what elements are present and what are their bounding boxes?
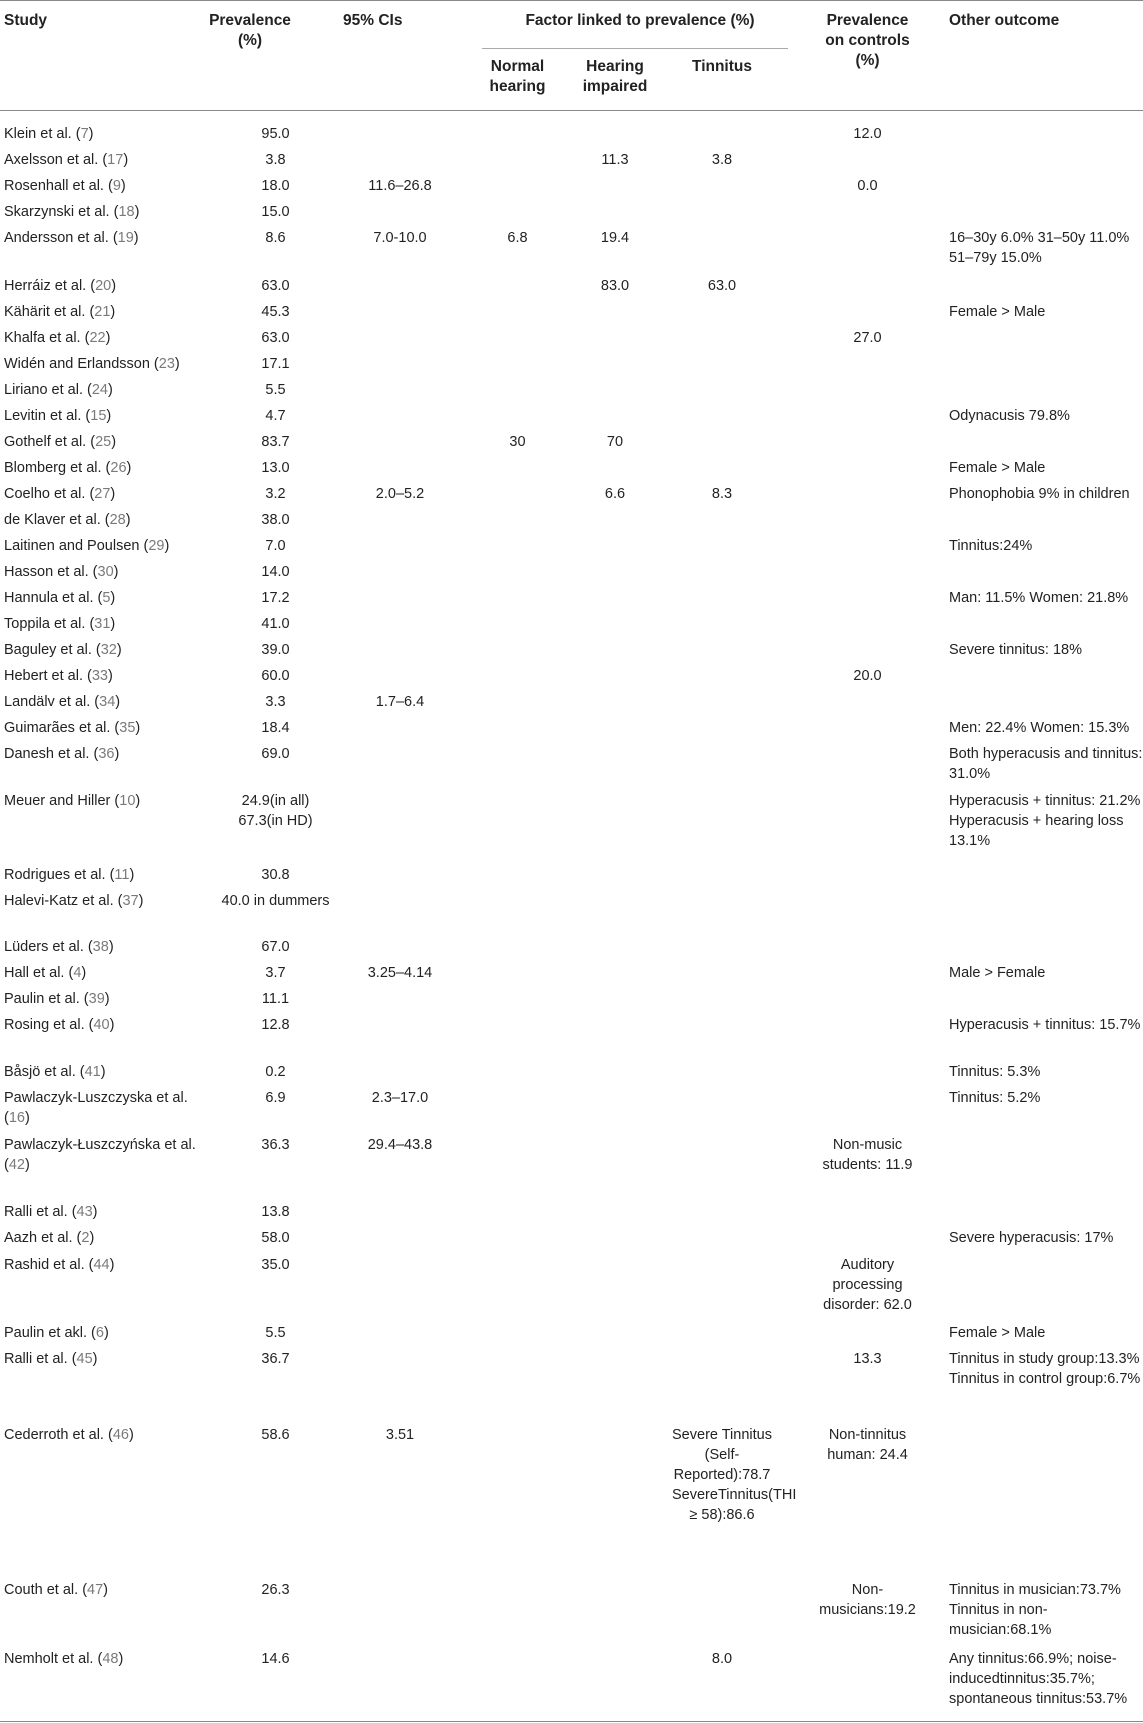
study-name: Landälv et al. (34)	[4, 694, 121, 710]
study-name: Blomberg et al. (26)	[4, 460, 132, 476]
study-name: Axelsson et al. (17)	[4, 152, 129, 168]
cell-other: Any tinnitus:66.9%; noise-inducedtinnitus:35.7%; spontaneous tinnitus:53.7%	[949, 1651, 1128, 1707]
reference-link[interactable]: 4	[73, 965, 82, 981]
study-name-text: Hannula et al.	[4, 590, 94, 606]
study-name: Rashid et al. (44)	[4, 1257, 115, 1273]
reference-link[interactable]: 45	[76, 1351, 93, 1367]
reference-link[interactable]: 2	[81, 1230, 90, 1246]
reference-link[interactable]: 21	[94, 304, 111, 320]
reference-link[interactable]: 44	[93, 1257, 110, 1273]
cell-prev: 45.3	[261, 304, 290, 320]
study-name: Rosenhall et al. (9)	[4, 178, 126, 194]
cell-impaired: 11.3	[601, 152, 629, 168]
cell-prev: 40.0 in dummers	[221, 893, 330, 909]
cell-prev: 18.4	[261, 720, 290, 736]
study-name-text: Laitinen and Poulsen	[4, 538, 140, 554]
cell-prev: 5.5	[265, 1325, 286, 1341]
study-name-text: Aazh et al.	[4, 1230, 73, 1246]
study-name: Aazh et al. (2)	[4, 1230, 95, 1246]
study-name-text: Khalfa et al.	[4, 330, 81, 346]
cell-tinnitus: 63.0	[707, 278, 737, 294]
reference-link[interactable]: 37	[122, 893, 139, 909]
study-name: Paulin et al. (39)	[4, 991, 110, 1007]
cell-ci: 11.6–26.8	[368, 178, 432, 194]
study-name-text: Hebert et al.	[4, 668, 83, 684]
cell-controls: Non-tinnitus human: 24.4	[827, 1427, 908, 1463]
study-name: Paulin et akl. (6)	[4, 1325, 109, 1341]
study-name-text: Couth et al.	[4, 1582, 79, 1598]
cell-ci: 1.7–6.4	[375, 694, 425, 710]
cell-prev: 7.0	[265, 538, 286, 554]
reference-link[interactable]: 17	[107, 152, 124, 168]
study-name: Toppila et al. (31)	[4, 616, 116, 632]
study-name: Hebert et al. (33)	[4, 668, 113, 684]
cell-other: Male > Female	[949, 965, 1046, 981]
study-name-text: Ralli et al.	[4, 1351, 68, 1367]
cell-other: Man: 11.5% Women: 21.8%	[949, 590, 1129, 606]
study-name-text: Skarzynski et al.	[4, 204, 110, 220]
cell-controls: 13.3	[853, 1351, 882, 1367]
study-name: Andersson et al. (19)	[4, 230, 139, 246]
reference-link[interactable]: 20	[95, 278, 112, 294]
cell-prev: 17.2	[261, 590, 290, 606]
reference-link[interactable]: 30	[97, 564, 114, 580]
cell-prev: 12.8	[261, 1017, 290, 1033]
cell-other: Men: 22.4% Women: 15.3%	[949, 720, 1130, 736]
study-name: Cederroth et al. (46)	[4, 1427, 134, 1443]
cell-other: Female > Male	[949, 304, 1046, 320]
reference-link[interactable]: 24	[91, 382, 108, 398]
cell-ci: 3.51	[385, 1427, 415, 1443]
study-name-text: Rosing et al.	[4, 1017, 85, 1033]
study-name-text: Pawlaczyk-Łuszczyńska et al.	[4, 1137, 196, 1153]
study-name-text: Rashid et al.	[4, 1257, 85, 1273]
study-name-text: Meuer and Hiller	[4, 793, 111, 809]
study-name-text: Axelsson et al.	[4, 152, 99, 168]
cell-prev: 3.8	[265, 152, 286, 168]
cell-other: Female > Male	[949, 460, 1046, 476]
study-name: Guimarães et al. (35)	[4, 720, 141, 736]
header-other-outcome: Other outcome	[949, 12, 1060, 29]
cell-prev: 0.2	[265, 1064, 286, 1080]
cell-other: Tinnitus: 5.3%	[949, 1064, 1041, 1080]
cell-prev: 95.0	[261, 126, 290, 142]
cell-tinnitus: 3.8	[711, 152, 733, 168]
study-name: Danesh et al. (36)	[4, 746, 120, 762]
header-controls	[815, 11, 920, 71]
cell-controls: Auditory processing disorder: 62.0	[823, 1257, 912, 1313]
study-name: Hasson et al. (30)	[4, 564, 119, 580]
cell-other: Severe hyperacusis: 17%	[949, 1230, 1114, 1246]
study-name: Levitin et al. (15)	[4, 408, 112, 424]
reference-link[interactable]: 28	[109, 512, 126, 528]
cell-tinnitus: 8.0	[711, 1651, 733, 1667]
cell-prev: 58.0	[261, 1230, 290, 1246]
study-name: Kähärit et al. (21)	[4, 304, 116, 320]
cell-controls: 27.0	[853, 330, 882, 346]
cell-prev: 38.0	[261, 512, 290, 528]
cell-prev: 6.9	[265, 1090, 286, 1106]
cell-impaired: 83.0	[600, 278, 630, 294]
cell-prev: 24.9(in all) 67.3(in HD)	[238, 793, 313, 829]
header-prevalence-text: Prevalence (%)	[209, 12, 291, 49]
study-name: Gothelf et al. (25)	[4, 434, 117, 450]
cell-other: Odynacusis 79.8%	[949, 408, 1070, 424]
cell-prev: 3.2	[265, 486, 286, 502]
study-name: Rosing et al. (40)	[4, 1017, 115, 1033]
cell-prev: 60.0	[261, 668, 290, 684]
cell-prev: 41.0	[261, 616, 290, 632]
study-name: Widén and Erlandsson (23)	[4, 356, 180, 372]
cell-other: 16–30y 6.0% 31–50y 11.0% 51–79y 15.0%	[949, 230, 1130, 266]
header-rule	[0, 110, 1143, 111]
header-controls-text: Prevalence on controls (%)	[825, 12, 910, 69]
reference-link[interactable]: 39	[88, 991, 105, 1007]
study-name-text: Hasson et al.	[4, 564, 89, 580]
cell-controls: Non-musicians:19.2	[819, 1582, 916, 1618]
header-tinnitus: Tinnitus	[692, 58, 752, 75]
cell-other: Hyperacusis + tinnitus: 15.7%	[949, 1017, 1141, 1033]
study-name-text: Båsjö et al.	[4, 1064, 76, 1080]
study-name-text: Hall et al.	[4, 965, 65, 981]
cell-other: Both hyperacusis and tinnitus: 31.0%	[949, 746, 1143, 782]
study-name: Pawlaczyk-Łuszczyńska et al. (42)	[4, 1137, 196, 1173]
reference-link[interactable]: 40	[93, 1017, 110, 1033]
cell-normal: 6.8	[507, 230, 528, 246]
study-name: Båsjö et al. (41)	[4, 1064, 106, 1080]
reference-link[interactable]: 26	[110, 460, 127, 476]
cell-other: Female > Male	[949, 1325, 1046, 1341]
cell-controls: 12.0	[853, 126, 882, 142]
cell-prev: 11.1	[261, 991, 290, 1007]
reference-link[interactable]: 42	[8, 1157, 25, 1173]
study-name-text: Landälv et al.	[4, 694, 91, 710]
study-name-text: Lüders et al.	[4, 939, 84, 955]
reference-link[interactable]: 34	[99, 694, 116, 710]
cell-other: Phonophobia 9% in children	[949, 486, 1130, 502]
reference-link[interactable]: 10	[119, 793, 136, 809]
cell-impaired: 70	[606, 434, 624, 450]
reference-link[interactable]: 6	[95, 1325, 104, 1341]
reference-link[interactable]: 33	[91, 668, 108, 684]
reference-link[interactable]: 27	[94, 486, 111, 502]
cell-prev: 35.0	[261, 1257, 290, 1273]
study-name-text: de Klaver et al.	[4, 512, 101, 528]
cell-other: Tinnitus:24%	[949, 538, 1033, 554]
header-study: Study	[4, 12, 48, 29]
reference-link[interactable]: 47	[87, 1582, 104, 1598]
study-name: Laitinen and Poulsen (29)	[4, 538, 170, 554]
cell-prev: 63.0	[261, 278, 290, 294]
study-name-text: Pawlaczyk-Luszczyska et al.	[4, 1090, 188, 1106]
cell-prev: 5.5	[265, 382, 286, 398]
study-name: Couth et al. (47)	[4, 1582, 109, 1598]
cell-prev: 36.7	[261, 1351, 290, 1367]
reference-link[interactable]: 19	[117, 230, 134, 246]
study-name: Ralli et al. (43)	[4, 1204, 98, 1220]
study-name-text: Nemholt et al.	[4, 1651, 94, 1667]
header-normal-hearing	[470, 57, 565, 97]
cell-prev: 30.8	[261, 867, 290, 883]
cell-prev: 67.0	[261, 939, 290, 955]
study-name-text: Rosenhall et al.	[4, 178, 104, 194]
study-name: Pawlaczyk-Luszczyska et al. (16)	[4, 1090, 188, 1126]
cell-prev: 26.3	[261, 1582, 290, 1598]
study-name: Rodrigues et al. (11)	[4, 867, 135, 883]
reference-link[interactable]: 9	[112, 178, 121, 194]
cell-ci: 2.3–17.0	[371, 1090, 429, 1106]
study-name-text: Ralli et al.	[4, 1204, 68, 1220]
cell-tinnitus: 8.3	[711, 486, 733, 502]
study-name-text: Kähärit et al.	[4, 304, 86, 320]
study-name: Coelho et al. (27)	[4, 486, 116, 502]
study-name: Herráiz et al. (20)	[4, 278, 117, 294]
cell-tinnitus: Severe Tinnitus (Self-Reported):78.7 SevereTinnitus(THI ≥ 58):86.6	[672, 1427, 797, 1523]
cell-impaired: 19.4	[600, 230, 630, 246]
reference-link[interactable]: 5	[102, 590, 111, 606]
cell-prev: 13.0	[261, 460, 290, 476]
cell-prev: 83.7	[261, 434, 290, 450]
cell-prev: 3.7	[265, 965, 286, 981]
reference-link[interactable]: 36	[98, 746, 115, 762]
cell-other: Tinnitus: 5.2%	[949, 1090, 1041, 1106]
reference-link[interactable]: 23	[158, 356, 175, 372]
study-name: de Klaver et al. (28)	[4, 512, 131, 528]
study-name: Nemholt et al. (48)	[4, 1651, 124, 1667]
cell-prev: 17.1	[261, 356, 290, 372]
cell-prev: 18.0	[261, 178, 290, 194]
reference-link[interactable]: 22	[89, 330, 106, 346]
cell-other: Hyperacusis + tinnitus: 21.2% Hyperacusis + hearing loss 13.1%	[949, 793, 1141, 849]
study-name-text: Blomberg et al.	[4, 460, 102, 476]
study-name: Klein et al. (7)	[4, 126, 94, 142]
study-name-text: Guimarães et al.	[4, 720, 111, 736]
cell-prev: 63.0	[261, 330, 290, 346]
reference-link[interactable]: 38	[92, 939, 109, 955]
reference-link[interactable]: 7	[80, 126, 89, 142]
study-name-text: Danesh et al.	[4, 746, 90, 762]
study-name-text: Baguley et al.	[4, 642, 92, 658]
cell-prev: 4.7	[265, 408, 286, 424]
header-hearing-impaired	[565, 57, 665, 97]
reference-link[interactable]: 31	[94, 616, 111, 632]
cell-ci: 29.4–43.8	[367, 1137, 433, 1153]
study-name-text: Levitin et al.	[4, 408, 82, 424]
cell-controls: 0.0	[857, 178, 878, 194]
cell-other: Tinnitus in musician:73.7% Tinnitus in non-musician:68.1%	[949, 1582, 1121, 1638]
study-name: Hannula et al. (5)	[4, 590, 116, 606]
bottom-rule	[0, 1721, 1143, 1722]
study-name: Baguley et al. (32)	[4, 642, 122, 658]
header-impaired-text: Hearing impaired	[582, 58, 648, 95]
reference-link[interactable]: 29	[148, 538, 165, 554]
study-name: Meuer and Hiller (10)	[4, 793, 141, 809]
cell-prev: 58.6	[261, 1427, 290, 1443]
reference-link[interactable]: 46	[112, 1427, 129, 1443]
study-name: Ralli et al. (45)	[4, 1351, 98, 1367]
header-factor-group: Factor linked to prevalence (%)	[525, 12, 755, 29]
study-name: Lüders et al. (38)	[4, 939, 114, 955]
reference-link[interactable]: 11	[114, 867, 130, 883]
cell-controls: Non-music students: 11.9	[822, 1137, 913, 1173]
cell-prev: 8.6	[265, 230, 286, 246]
cell-prev: 14.0	[261, 564, 290, 580]
study-name-text: Halevi-Katz et al.	[4, 893, 114, 909]
reference-link[interactable]: 16	[8, 1110, 25, 1126]
study-name: Halevi-Katz et al. (37)	[4, 893, 144, 909]
study-name-text: Cederroth et al.	[4, 1427, 104, 1443]
reference-link[interactable]: 43	[76, 1204, 93, 1220]
study-name-text: Paulin et akl.	[4, 1325, 88, 1341]
cell-prev: 13.8	[261, 1204, 290, 1220]
cell-normal: 30	[509, 434, 526, 450]
study-name-text: Gothelf et al.	[4, 434, 87, 450]
header-prevalence	[200, 11, 300, 51]
reference-link[interactable]: 35	[119, 720, 136, 736]
factor-group-rule	[482, 48, 788, 49]
cell-controls: 20.0	[853, 668, 882, 684]
study-name-text: Rodrigues et al.	[4, 867, 106, 883]
study-name-text: Klein et al.	[4, 126, 72, 142]
cell-impaired: 6.6	[604, 486, 626, 502]
header-ci: 95% CIs	[343, 12, 403, 29]
cell-other: Severe tinnitus: 18%	[949, 642, 1082, 658]
reference-link[interactable]: 15	[90, 408, 107, 424]
reference-link[interactable]: 48	[102, 1651, 119, 1667]
cell-prev: 3.3	[265, 694, 286, 710]
reference-link[interactable]: 25	[95, 434, 112, 450]
study-name-text: Toppila et al.	[4, 616, 86, 632]
cell-ci: 2.0–5.2	[375, 486, 425, 502]
top-rule	[0, 0, 1143, 1]
study-name-text: Widén and Erlandsson	[4, 356, 150, 372]
study-name-text: Herráiz et al.	[4, 278, 87, 294]
cell-ci: 3.25–4.14	[367, 965, 433, 981]
study-name: Liriano et al. (24)	[4, 382, 113, 398]
reference-link[interactable]: 18	[118, 204, 135, 220]
cell-prev: 15.0	[261, 204, 290, 220]
study-name-text: Liriano et al.	[4, 382, 83, 398]
cell-prev: 39.0	[261, 642, 290, 658]
study-name-text: Coelho et al.	[4, 486, 86, 502]
reference-link[interactable]: 41	[84, 1064, 101, 1080]
cell-prev: 36.3	[261, 1137, 290, 1153]
cell-other: Tinnitus in study group:13.3% Tinnitus in control group:6.7%	[949, 1351, 1141, 1387]
header-normal-text: Normal hearing	[489, 58, 546, 95]
cell-prev: 14.6	[261, 1651, 290, 1667]
study-name-text: Andersson et al.	[4, 230, 109, 246]
study-name-text: Paulin et al.	[4, 991, 80, 1007]
study-name: Hall et al. (4)	[4, 965, 87, 981]
study-name: Skarzynski et al. (18)	[4, 204, 140, 220]
reference-link[interactable]: 32	[100, 642, 117, 658]
cell-prev: 69.0	[261, 746, 290, 762]
cell-ci: 7.0-10.0	[373, 230, 427, 246]
study-name: Khalfa et al. (22)	[4, 330, 111, 346]
